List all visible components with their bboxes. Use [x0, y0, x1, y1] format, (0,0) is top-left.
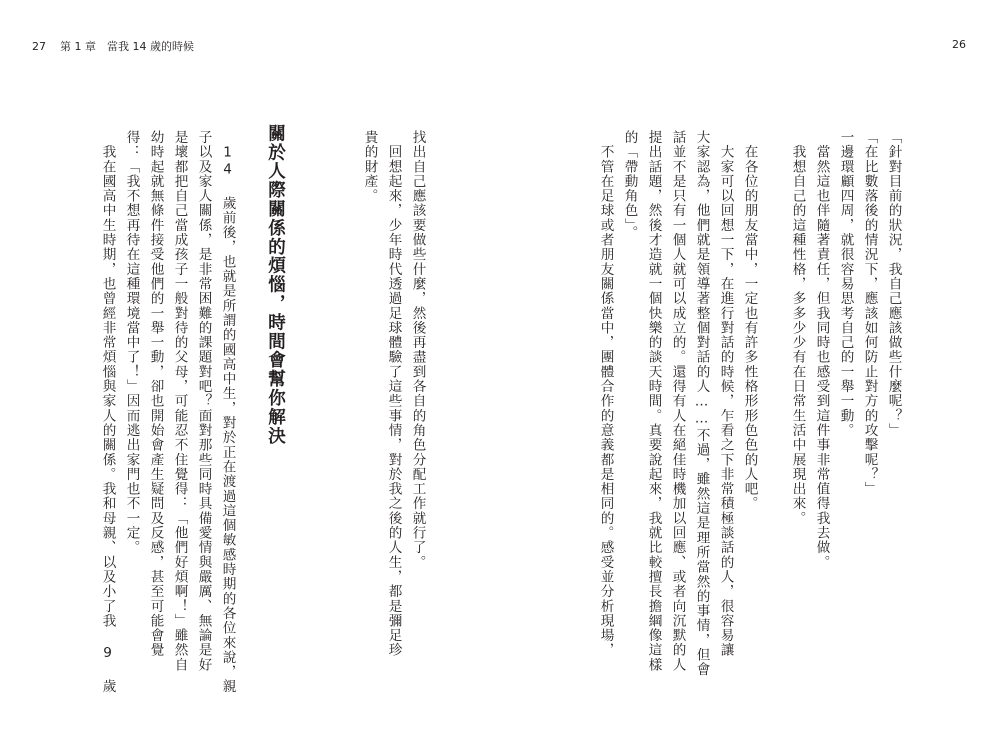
text-line: 「在比數落後的情況下，應該如何防止對方的攻擊呢？」 [861, 130, 878, 497]
text-line: 幼時起就無條件接受他們的一舉一動，卻也開始會產生疑問及反感，甚至可能會覺 [147, 130, 164, 658]
text-line: 找出自己應該要做些什麼，然後再盡到各自的角色分配工作就行了。 [409, 130, 426, 570]
text-line: 在各位的朋友當中，一定也有許多性格形形色色的人吧。 [741, 130, 758, 511]
text-line: 不管在足球或者朋友關係當中，團體合作的意義都是相同的。感受並分析現場， [597, 130, 614, 658]
text-line: 14 歲前後，也就是所謂的國高中生，對於正在渡過這個敏感時期的各位來說，親 [219, 130, 236, 694]
page-number-left: 27 [32, 40, 46, 53]
page-header-left [32, 38, 194, 54]
chapter-title: 第 1 章 當我 14 歲的時候 [60, 40, 194, 53]
text-line: 大家認為，他們就是領導著整個對話的人……不過，雖然這是理所當然的事情，但會 [693, 130, 710, 677]
text-line: 話並不是只有一個人就可以成立的。還得有人在絕佳時機加以回應、或者向沉默的人 [669, 130, 686, 673]
text-line: 當然這也伴隨著責任，但我同時也感受到這件事非常值得我去做。 [813, 130, 830, 570]
text-line: 我在國高中生時期，也曾經非常煩惱與家人的關係。我和母親、以及小了我 9 歲 [99, 130, 116, 694]
text-line: 得：「我不想再待在這種環境當中了！」因而逃出家門也不一定。 [123, 130, 140, 555]
text-line: 回想起來，少年時代透過足球體驗了這些事情，對於我之後的人生，都是彌足珍 [385, 130, 402, 658]
text-line: 提出話題，然後才造就一個快樂的談天時間。真要說起來，我就比較擅長擔綱像這樣 [645, 130, 662, 673]
text-line: 一邊環顧四周，就很容易思考自己的一舉一動。 [837, 130, 854, 438]
section-heading: 關於人際關係的煩惱，時間會幫你解決 [265, 124, 286, 446]
page-number-right: 26 [952, 38, 966, 51]
text-line: 「針對目前的狀況，我自己應該做些什麼呢？」 [885, 130, 902, 438]
text-line: 我想自己的這種性格，多多少少有在日常生活中展現出來。 [789, 130, 806, 526]
text-line: 是壞都把自己當成孩子一般對待的父母，可能忍不住覺得：「他們好煩啊！」雖然自 [171, 130, 188, 673]
text-line: 子以及家人關係，是非常困難的課題對吧？面對那些同時具備愛情與嚴厲、無論是好 [195, 130, 212, 673]
text-line: 大家可以回想一下，在進行對話的時候，乍看之下非常積極談話的人，很容易讓 [717, 130, 734, 658]
text-line: 貴的財產。 [361, 130, 378, 204]
text-line: 的「帶動角色」。 [621, 130, 638, 241]
